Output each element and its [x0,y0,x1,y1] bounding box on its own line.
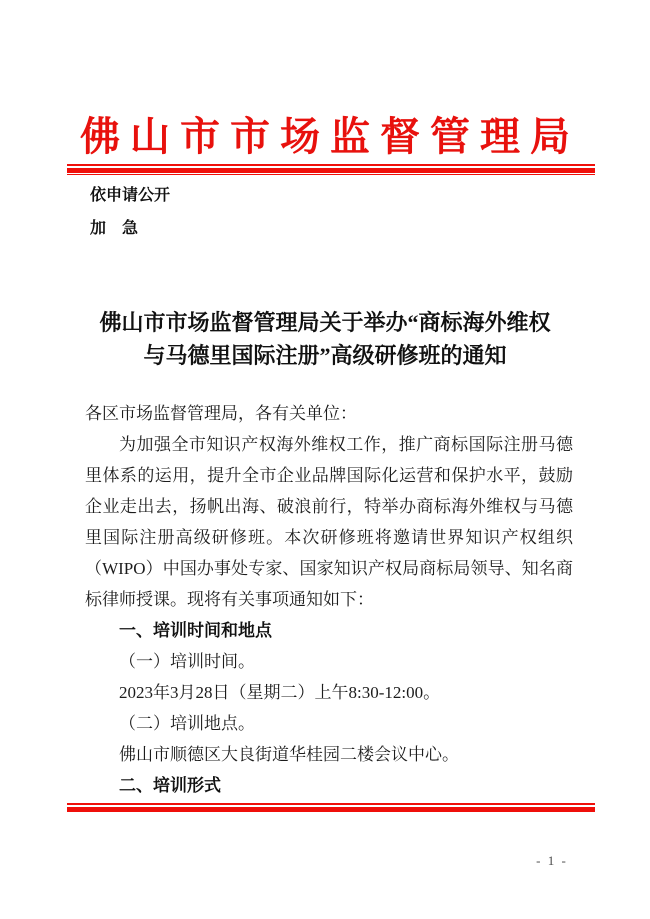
item-1-value: 2023年3月28日（星期二）上午8:30-12:00。 [119,683,441,702]
letterhead-red-rule [67,164,595,175]
urgency-mark: 加 急 [90,220,139,237]
footer-red-rule [67,803,595,812]
item-1-label: （一）培训时间。 [119,652,255,671]
page-number: - 1 - [536,853,568,868]
body-paragraph: 为加强全市知识产权海外维权工作，推广商标国际注册马德里体系的运用，提升全市企业品牌国际化运营和保护水平，鼓励企业走出去，扬帆出海、破浪前行，特举办商标海外维权与马德里国际注册高级研修班。本次研修班将邀请世界知识产权组织（WIPO）中国办事处专家、国家知识产权局商标局领导、知名商标律师授课。现将有关事项通知如下： [85,435,573,609]
item-2-value: 佛山市顺德区大良街道华桂园二楼会议中心。 [119,745,459,764]
section-2-heading: 二、培训形式 [119,776,221,795]
document-body [85,398,573,801]
section-1-heading: 一、培训时间和地点 [119,621,272,640]
document-title [45,306,605,372]
letterhead-agency-name: 佛山市市场监督管理局 [80,114,580,159]
document-title-line1: 佛山市市场监督管理局关于举办“商标海外维权 [99,310,551,335]
item-2-label: （二）培训地点。 [119,714,255,733]
rule-thick-line [67,807,595,812]
rule-thin-line [67,174,595,175]
salutation: 各区市场监督管理局，各有关单位： [85,404,357,423]
document-title-line2: 与马德里国际注册”高级研修班的通知 [143,343,507,368]
disclosure-mark: 依申请公开 [90,187,171,204]
